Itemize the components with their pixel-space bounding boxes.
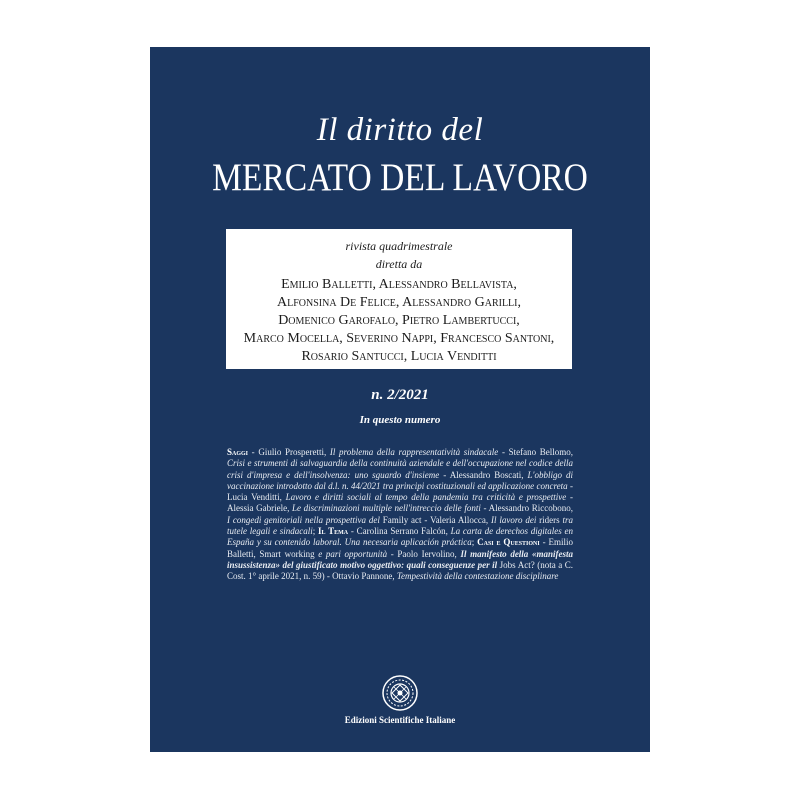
toc-author: - Alessandro Boscati, [439,469,528,480]
issue-number: n. 2/2021 [371,387,429,403]
title-line-2: MERCATO DEL LAVORO [212,156,588,199]
title-line-1: Il diritto del [316,112,484,148]
editors-panel [226,229,572,369]
toc-title: Il manifesto della «manifesta insussistenza» del giustificato motivo oggettivo: quali conseguenze per il [227,548,573,570]
toc-author: - Lucia Venditti, [227,480,573,503]
toc-text: riders [536,514,563,525]
section-heading-casi-e-questioni: Casi e Questioni [477,537,540,548]
toc-separator: ; [312,526,318,537]
toc-author: - Alessandro Riccobono, [480,503,573,514]
subtitle: rivista quadrimestrale [345,239,453,253]
editor-line: Domenico Garofalo, Pietro Lambertucci, [278,313,520,328]
publisher-name: Edizioni Scientifiche Italiane [344,715,456,725]
toc-title: Il problema della rappresentatività sindacale [329,447,499,457]
toc-author: - Alessia Gabriele, [227,492,573,514]
editor-line: Rosario Santucci, Lucia Venditti [301,349,497,364]
toc-title: tra tutele legali e sindacali [227,514,574,537]
toc-author: - Stefano Bellomo, [498,447,573,457]
toc-author: - Giulio Prosperetti, [248,447,330,457]
toc-title: Lavoro e diritti sociali al tempo della pandemia tra criticità e prospettive [285,492,567,503]
toc-text: Jobs Act? (nota a C. Cost. 1° aprile 2021, n. 59) - Ottavio Pannone, [227,559,573,582]
toc-text: Family act [379,514,422,525]
toc-title: e pari opportunità [318,548,388,559]
toc-title: Le discriminazioni multiple nell'intreccio delle fonti [292,503,481,514]
in-this-issue-heading: In questo numero [359,414,441,426]
toc-author: - Valeria Allocca, [421,514,491,525]
toc-author: - Carolina Serrano Falcón, [348,526,451,537]
toc-author: - Paolo Iervolino, [387,548,461,559]
toc-title: La carta de derechos digitales en España y su contenido laboral. Una necesaria aplicación práctica [227,526,573,548]
toc-title: L'obbligo di vaccinazione introdotto dal d.l. n. 44/2021 tra principi costituzionali ed applicazione concreta [227,469,573,491]
editor-line: Alfonsina De Felice, Alessandro Garilli, [276,295,521,310]
toc-title: Crisi e strumenti di salvaguardia della continuità aziendale e dell'occupazione nel codice della crisi d'impresa e dell'insolvenza: uno sguardo d'insieme [227,458,573,480]
toc-title: I congedi genitoriali nella prospettiva del [227,514,380,525]
directed-by-label: diretta da [375,257,423,271]
editor-line: Emilio Balletti, Alessandro Bellavista, [281,277,517,292]
publisher-emblem-icon [382,675,418,711]
toc-title: Il lavoro dei [490,514,537,525]
editor-line: Marco Mocella, Severino Nappi, Francesco Santoni, [243,331,555,346]
journal-cover [150,47,650,752]
toc-title: Tempestività della contestazione disciplinare [396,571,559,582]
toc-author: - Emilio Balletti, Smart working [227,537,573,559]
section-heading-il-tema: Il Tema [318,526,349,537]
toc-separator: ; [471,537,478,548]
table-of-contents [227,447,573,583]
section-heading-saggi: Saggi [227,447,249,457]
